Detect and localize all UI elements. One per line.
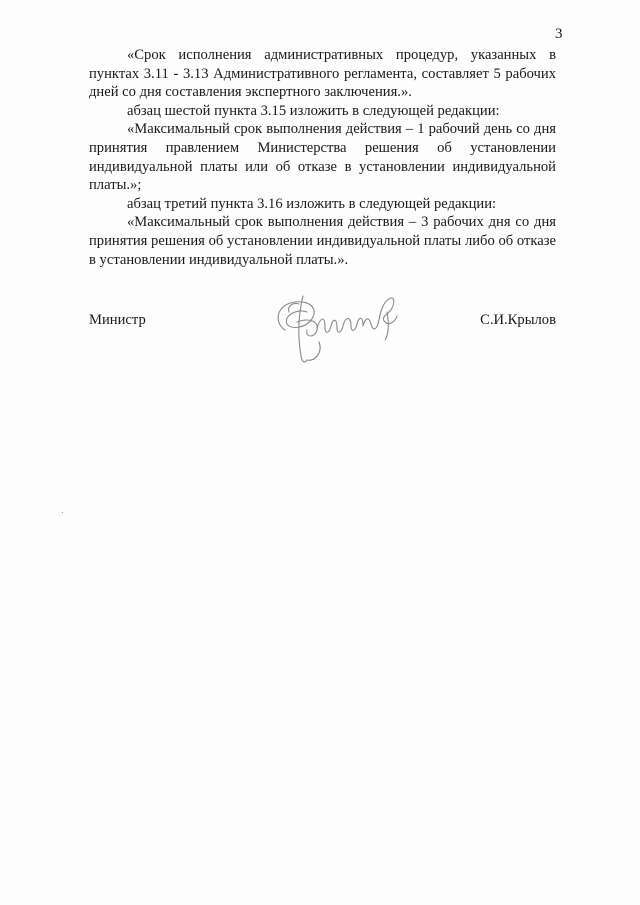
- signatory-name: С.И.Крылов: [480, 312, 556, 328]
- page-number: 3: [555, 26, 563, 42]
- scan-speck: [62, 512, 63, 513]
- handwritten-signature: [267, 282, 407, 368]
- signatory-title: Министр: [89, 312, 146, 328]
- signature-block: [89, 308, 556, 368]
- paragraph-1: «Срок исполнения административных процедур, указанных в пунктах 3.11 - 3.13 Административного регламента, составляет 5 рабочих дней со дня составления экспертного заключения.».: [89, 47, 556, 101]
- paragraph-3: «Максимальный срок выполнения действия – 1 рабочий день со дня принятия правлением Министерства решения об установлении индивидуальной платы или об отказе в установлении индивидуальной платы.»;: [89, 121, 556, 194]
- paragraph-2: абзац шестой пункта 3.15 изложить в следующей редакции:: [127, 102, 500, 119]
- document-body: [89, 46, 556, 269]
- paragraph-4: абзац третий пункта 3.16 изложить в следующей редакции:: [127, 195, 497, 212]
- paragraph-5: «Максимальный срок выполнения действия – 3 рабочих дня со дня принятия решения об установлении индивидуальной платы либо об отказе в установлении индивидуальной платы.».: [89, 214, 556, 268]
